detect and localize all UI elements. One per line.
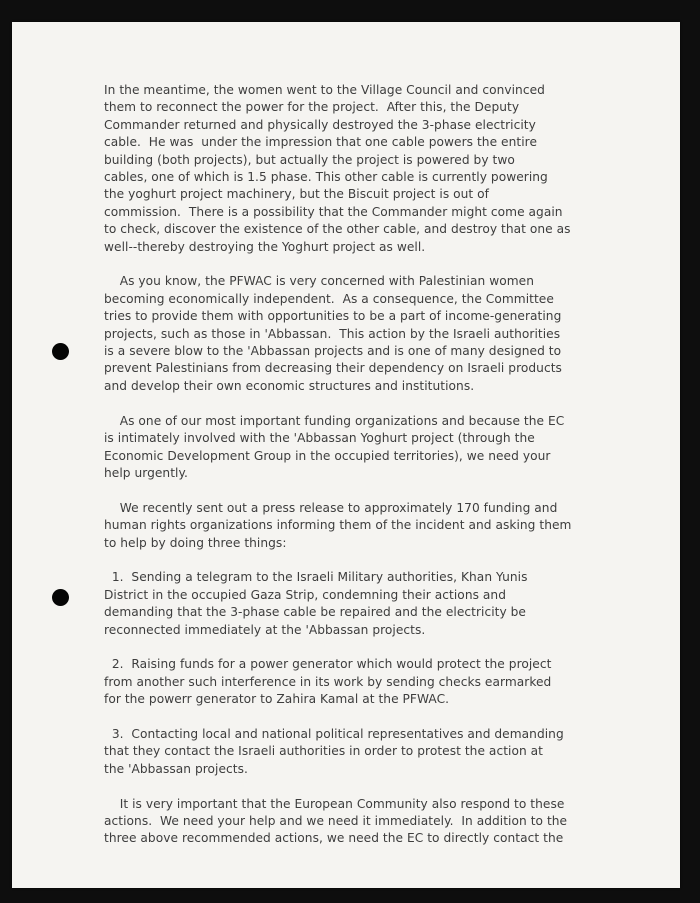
paragraph	[104, 273, 574, 395]
text-line: actions. We need your help and we need it immediately. In addition to the	[104, 813, 568, 828]
punch-hole	[52, 343, 69, 360]
text-line: human rights organizations informing them of the incident and asking them	[104, 518, 572, 533]
paragraph	[104, 726, 574, 778]
text-line: and develop their own economic structures and institutions.	[104, 378, 475, 393]
text-line: 3. Contacting local and national political representatives and demanding	[104, 726, 564, 741]
paragraph	[104, 656, 574, 708]
text-line: Economic Development Group in the occupied territories), we need your	[104, 448, 551, 463]
text-line: As one of our most important funding organizations and because the EC	[104, 413, 565, 428]
text-line: We recently sent out a press release to approximately 170 funding and	[104, 500, 558, 515]
text-line: from another such interference in its work by sending checks earmarked	[104, 674, 552, 689]
text-line: three above recommended actions, we need the EC to directly contact the	[104, 831, 564, 846]
text-line: demanding that the 3-phase cable be repaired and the electricity be	[104, 605, 526, 620]
text-line: reconnected immediately at the 'Abbassan projects.	[104, 622, 426, 637]
text-line: prevent Palestinians from decreasing their dependency on Israeli products	[104, 361, 562, 376]
text-line: becoming economically independent. As a consequence, the Committee	[104, 291, 554, 306]
paragraph	[104, 500, 574, 552]
text-line: to check, discover the existence of the other cable, and destroy that one as	[104, 222, 571, 237]
text-line: cable. He was under the impression that one cable powers the entire	[104, 135, 537, 150]
text-line: District in the occupied Gaza Strip, condemning their actions and	[104, 587, 506, 602]
text-line: 1. Sending a telegram to the Israeli Military authorities, Khan Yunis	[104, 570, 528, 585]
paragraph	[104, 82, 574, 256]
text-line: 2. Raising funds for a power generator which would protect the project	[104, 657, 552, 672]
document-page	[12, 22, 680, 888]
text-line: tries to provide them with opportunities to be a part of income-generating	[104, 309, 562, 324]
text-line: In the meantime, the women went to the Village Council and convinced	[104, 83, 545, 97]
paragraph	[104, 796, 574, 848]
text-line: to help by doing three things:	[104, 535, 287, 550]
paragraph	[104, 413, 574, 483]
text-line: projects, such as those in 'Abbassan. This action by the Israeli authorities	[104, 326, 561, 341]
text-line: As you know, the PFWAC is very concerned with Palestinian women	[104, 274, 534, 289]
text-line: them to reconnect the power for the project. After this, the Deputy	[104, 100, 520, 115]
text-line: It is very important that the European Community also respond to these	[104, 796, 565, 811]
text-line: is a severe blow to the 'Abbassan projects and is one of many designed to	[104, 344, 562, 359]
text-line: is intimately involved with the 'Abbassan Yoghurt project (through the	[104, 431, 535, 446]
letter-body	[104, 82, 574, 865]
paragraph	[104, 569, 574, 639]
text-line: Commander returned and physically destroyed the 3-phase electricity	[104, 117, 536, 132]
text-line: cables, one of which is 1.5 phase. This other cable is currently powering	[104, 170, 548, 185]
text-line: for the powerr generator to Zahira Kamal at the PFWAC.	[104, 692, 450, 707]
text-line: commission. There is a possibility that the Commander might come again	[104, 204, 563, 219]
text-line: the 'Abbassan projects.	[104, 761, 248, 776]
text-line: well--thereby destroying the Yoghurt project as well.	[104, 239, 426, 254]
text-line: help urgently.	[104, 465, 188, 480]
text-line: that they contact the Israeli authorities in order to protest the action at	[104, 744, 544, 759]
text-line: the yoghurt project machinery, but the Biscuit project is out of	[104, 187, 490, 202]
text-line: building (both projects), but actually the project is powered by two	[104, 152, 515, 167]
punch-hole	[52, 589, 69, 606]
